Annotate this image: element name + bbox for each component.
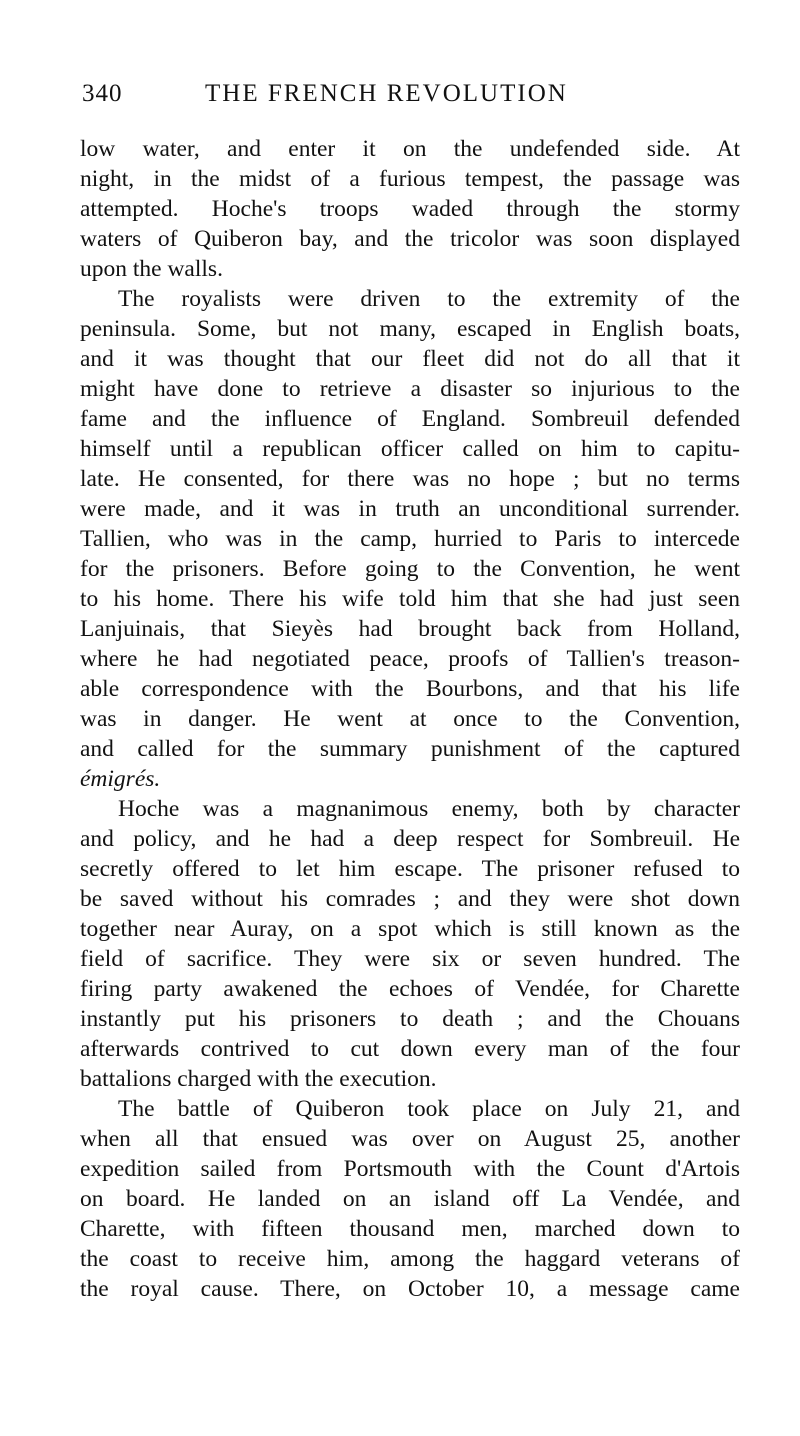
text-line <box>80 674 740 704</box>
text-line-content: able correspondence with the Bourbons, and that his life <box>80 676 740 702</box>
text-line-content: the royal cause. There, on October 10, a message came <box>80 1276 740 1302</box>
text-line-content: expedition sailed from Portsmouth with the Count d'Artois <box>80 1156 740 1182</box>
text-line <box>80 164 740 194</box>
text-line <box>80 1094 740 1124</box>
text-line <box>80 614 740 644</box>
text-line <box>80 1274 740 1304</box>
text-line-content: on board. He landed on an island off La Vendée, and <box>80 1186 740 1212</box>
text-line <box>80 464 740 494</box>
text-line <box>80 1034 740 1064</box>
text-line-content: low water, and enter it on the undefended side. At <box>80 136 740 162</box>
text-line-content: upon the walls. <box>80 256 223 282</box>
text-line <box>80 254 740 284</box>
text-line-content: field of sacrifice. They were six or seven hundred. The <box>80 946 740 972</box>
text-line <box>80 1244 740 1274</box>
text-line <box>80 1154 740 1184</box>
text-line <box>80 224 740 254</box>
text-line <box>80 134 740 164</box>
text-line-content: secretly offered to let him escape. The prisoner refused to <box>80 856 740 882</box>
text-line-content: to his home. There his wife told him that she had just seen <box>80 586 740 612</box>
text-line-content: and it was thought that our fleet did not do all that it <box>80 346 740 372</box>
text-line <box>80 794 740 824</box>
text-line-content: The royalists were driven to the extremity of the <box>118 286 740 312</box>
text-line <box>80 434 740 464</box>
text-line-content: when all that ensued was over on August 25, another <box>80 1126 740 1152</box>
text-line-content: himself until a republican officer called on him to capitu- <box>80 436 740 462</box>
text-line-content: for the prisoners. Before going to the Convention, he went <box>80 556 740 582</box>
text-line-content: peninsula. Some, but not many, escaped in English boats, <box>80 316 740 342</box>
text-line-content: afterwards contrived to cut down every man of the four <box>80 1036 740 1062</box>
running-title: THE FRENCH REVOLUTION <box>205 80 568 107</box>
text-line <box>80 884 740 914</box>
text-line <box>80 1124 740 1154</box>
text-line <box>80 734 740 764</box>
text-line-content: night, in the midst of a furious tempest, the passage was <box>80 166 740 192</box>
body-text <box>80 134 740 1304</box>
text-line-content: and policy, and he had a deep respect for Sombreuil. He <box>80 826 740 852</box>
text-line <box>80 1214 740 1244</box>
text-line <box>80 194 740 224</box>
text-line-content: late. He consented, for there was no hope ; but no terms <box>80 466 740 492</box>
text-line <box>80 644 740 674</box>
text-line-content: attempted. Hoche's troops waded through the stormy <box>80 196 740 222</box>
text-line <box>80 524 740 554</box>
text-line-content: firing party awakened the echoes of Vendée, for Charette <box>80 976 740 1002</box>
text-line-content: Hoche was a magnanimous enemy, both by character <box>118 796 740 822</box>
text-line <box>80 764 740 794</box>
text-line-content: where he had negotiated peace, proofs of Tallien's treason- <box>80 646 740 672</box>
text-line-content: Tallien, who was in the camp, hurried to Paris to intercede <box>80 526 740 552</box>
text-line-content: and called for the summary punishment of the captured <box>80 736 740 762</box>
text-line <box>80 854 740 884</box>
text-line-content: was in danger. He went at once to the Convention, <box>80 706 740 732</box>
text-line-content: Lanjuinais, that Sieyès had brought back from Holland, <box>80 616 740 642</box>
text-line <box>80 584 740 614</box>
page-number: 340 <box>82 80 123 107</box>
text-line <box>80 1004 740 1034</box>
text-line <box>80 704 740 734</box>
text-line <box>80 944 740 974</box>
text-line <box>80 284 740 314</box>
text-line <box>80 314 740 344</box>
text-line <box>80 494 740 524</box>
text-line-content: Charette, with fifteen thousand men, marched down to <box>80 1216 740 1242</box>
text-line-content: The battle of Quiberon took place on July 21, and <box>118 1096 740 1122</box>
text-line-content: waters of Quiberon bay, and the tricolor was soon displayed <box>80 226 740 252</box>
text-line-content: together near Auray, on a spot which is still known as the <box>80 916 740 942</box>
text-line <box>80 404 740 434</box>
text-line-content: the coast to receive him, among the haggard veterans of <box>80 1246 740 1272</box>
text-line-content: were made, and it was in truth an unconditional surrender. <box>80 496 740 522</box>
text-line <box>80 374 740 404</box>
text-line <box>80 554 740 584</box>
text-line <box>80 974 740 1004</box>
text-line <box>80 344 740 374</box>
text-line <box>80 1184 740 1214</box>
text-line-content: instantly put his prisoners to death ; and the Chouans <box>80 1006 740 1032</box>
text-line <box>80 1064 740 1094</box>
text-line-content: émigrés. <box>80 766 161 792</box>
text-line-content: fame and the influence of England. Sombreuil defended <box>80 406 740 432</box>
text-line-content: might have done to retrieve a disaster so injurious to the <box>80 376 740 402</box>
text-line-content: be saved without his comrades ; and they were shot down <box>80 886 740 912</box>
text-line-content: battalions charged with the execution. <box>80 1066 437 1092</box>
text-line <box>80 824 740 854</box>
page-header <box>82 80 742 114</box>
text-line <box>80 914 740 944</box>
